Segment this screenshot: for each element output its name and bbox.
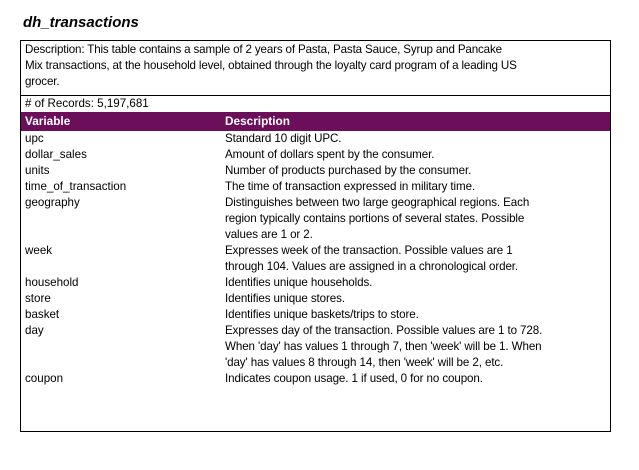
description-text: Amount of dollars spent by the consumer.	[225, 148, 435, 161]
table-header	[21, 112, 610, 131]
variable-description	[225, 371, 605, 387]
description-text: Indicates coupon usage. 1 if used, 0 for no coupon.	[225, 372, 483, 385]
variable-name: dollar_sales	[25, 148, 87, 161]
description-text: Number of products purchased by the consumer.	[225, 164, 472, 177]
variable-name: geography	[25, 196, 80, 209]
table-row	[21, 147, 610, 163]
table-description	[21, 41, 610, 96]
header-variable: Variable	[25, 114, 71, 128]
variable-description	[225, 275, 605, 291]
description-text: region typically contains portions of several states. Possible	[225, 212, 525, 225]
table-frame	[20, 40, 611, 432]
variable-name: upc	[25, 132, 44, 145]
table-row	[21, 131, 610, 147]
table-body	[21, 131, 610, 387]
description-line: grocer.	[25, 75, 60, 88]
table-row	[21, 371, 610, 387]
variable-description	[225, 243, 605, 275]
variable-name: day	[25, 324, 44, 337]
table-row	[21, 323, 610, 371]
variable-description	[225, 131, 605, 147]
variable-description	[225, 179, 605, 195]
variable-description	[225, 291, 605, 307]
variable-name: store	[25, 292, 51, 305]
description-text: When 'day' has values 1 through 7, then 'week' will be 1. When	[225, 340, 542, 353]
variable-description	[225, 307, 605, 323]
description-text: Expresses week of the transaction. Possible values are 1	[225, 244, 513, 257]
variable-name: week	[25, 244, 53, 257]
table-row	[21, 163, 610, 179]
variable-name: basket	[25, 308, 60, 321]
variable-name: units	[25, 164, 50, 177]
description-text: The time of transaction expressed in military time.	[225, 180, 476, 193]
description-text: Distinguishes between two large geographical regions. Each	[225, 196, 530, 209]
variable-description	[225, 323, 605, 371]
description-text: Identifies unique stores.	[225, 292, 345, 305]
table-row	[21, 243, 610, 275]
document-title: dh_transactions	[23, 14, 139, 31]
description-text: 'day' has values 8 through 14, then 'week' will be 2, etc.	[225, 356, 504, 369]
variable-description	[225, 195, 605, 243]
description-text: values are 1 or 2.	[225, 228, 313, 241]
table-row	[21, 179, 610, 195]
variable-name: coupon	[25, 372, 64, 385]
description-text: Standard 10 digit UPC.	[225, 132, 342, 145]
table-row	[21, 307, 610, 323]
description-text: Identifies unique baskets/trips to store.	[225, 308, 419, 321]
header-description: Description	[225, 114, 290, 128]
description-text: through 104. Values are assigned in a chronological order.	[225, 260, 519, 273]
variable-name: household	[25, 276, 79, 289]
description-text: Identifies unique households.	[225, 276, 373, 289]
description-line: Description: This table contains a sample of 2 years of Pasta, Pasta Sauce, Syrup and Pancake	[25, 43, 502, 56]
description-line: Mix transactions, at the household level, obtained through the loyalty card program of a leading US	[25, 59, 517, 72]
variable-name: time_of_transaction	[25, 180, 127, 193]
record-count: # of Records: 5,197,681	[25, 97, 149, 110]
table-row	[21, 291, 610, 307]
table-row	[21, 275, 610, 291]
variable-description	[225, 163, 605, 179]
description-text: Expresses day of the transaction. Possible values are 1 to 728.	[225, 324, 543, 337]
variable-description	[225, 147, 605, 163]
table-row	[21, 195, 610, 243]
